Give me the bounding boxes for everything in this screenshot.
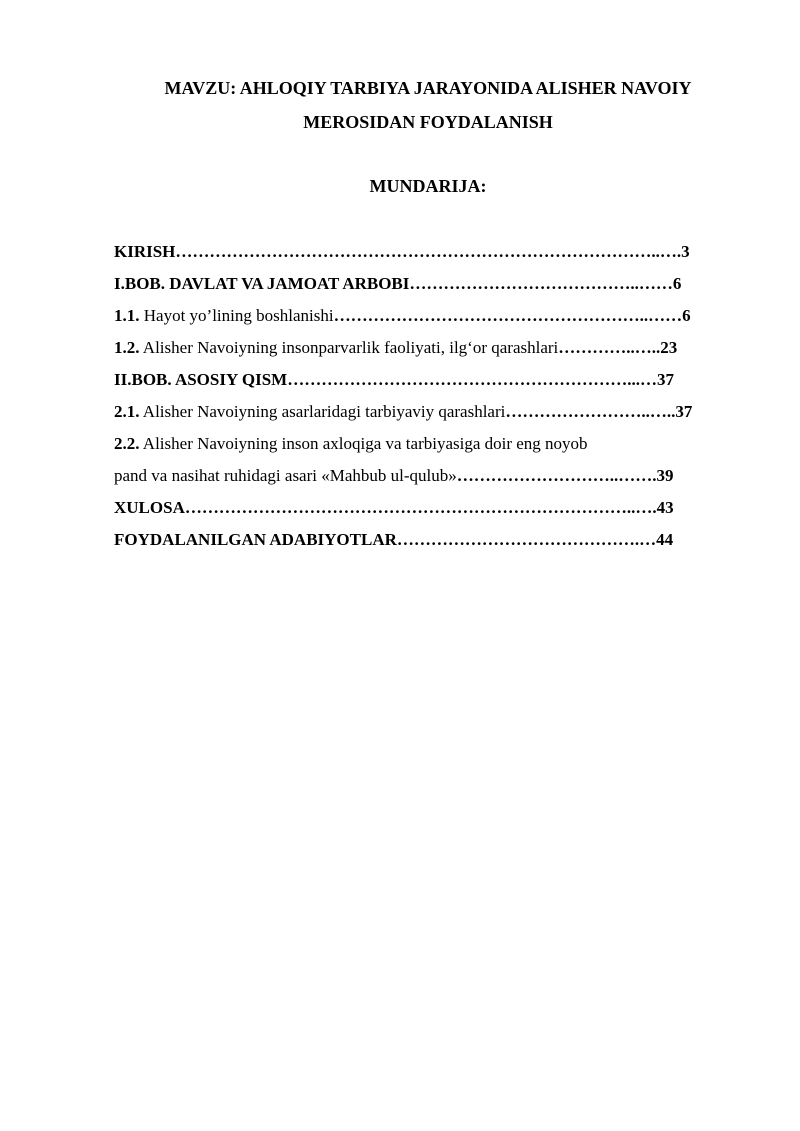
table-of-contents — [114, 236, 746, 556]
toc-page-number: 43 — [656, 498, 674, 517]
toc-entry-chapter-2 — [114, 364, 746, 396]
toc-leader-dots: …………………………………………………………………………..…. — [175, 242, 682, 261]
toc-entry-text: Hayot yo’lining boshlanishi — [139, 306, 334, 325]
toc-section-number: 2.2. — [114, 434, 140, 453]
toc-entry-1-2 — [114, 332, 746, 364]
toc-entry-2-2-continued — [114, 460, 746, 492]
toc-page-number: 44 — [656, 530, 674, 549]
toc-entry-1-1 — [114, 300, 746, 332]
toc-entry-2-1 — [114, 396, 746, 428]
toc-page-number: 6 — [682, 306, 691, 325]
toc-entry-2-2 — [114, 428, 746, 460]
title-line-1: MAVZU: AHLOQIY TARBIYA JARAYONIDA ALISHER NAVOIY — [164, 78, 692, 98]
toc-entry-text: Alisher Navoiyning inson axloqiga va tarbiyasiga doir eng noyob — [139, 434, 588, 453]
toc-section-number: 1.2. — [114, 338, 140, 357]
document-title — [110, 71, 746, 139]
toc-leader-dots: ……………………………………………………………………..…. — [184, 498, 657, 517]
toc-page-number: 37 — [675, 402, 693, 421]
title-line-2: MEROSIDAN FOYDALANISH — [303, 112, 553, 132]
toc-leader-dots: ………………………………………………..…… — [333, 306, 683, 325]
toc-entry-text: FOYDALANILGAN ADABIYOTLAR — [114, 530, 397, 549]
toc-entry-text: Alisher Navoiyning insonparvarlik faoliyati, ilg‘or qarashlari — [139, 338, 559, 357]
toc-leader-dots: …………..….. — [558, 338, 661, 357]
toc-leader-dots: …………………………………….… — [396, 530, 657, 549]
toc-entry-text: I.BOB. DAVLAT VA JAMOAT ARBOBI — [114, 274, 410, 293]
toc-entry-xulosa — [114, 492, 746, 524]
toc-entry-text: Alisher Navoiyning asarlaridagi tarbiyaviy qarashlari — [139, 402, 506, 421]
toc-leader-dots: …………………………………..…… — [409, 274, 673, 293]
toc-entry-text: II.BOB. ASOSIY QISM — [114, 370, 288, 389]
toc-page-number: 3 — [681, 242, 690, 261]
toc-page-number: 37 — [656, 370, 674, 389]
toc-entry-text: KIRISH — [114, 242, 176, 261]
toc-entry-text: XULOSA — [114, 498, 185, 517]
toc-leader-dots: ……………………………………………………...… — [287, 370, 657, 389]
toc-page-number: 39 — [656, 466, 674, 485]
toc-page-number: 23 — [660, 338, 678, 357]
toc-entry-kirish — [114, 236, 746, 268]
toc-entry-text: pand va nasihat ruhidagi asari «Mahbub ul-qulub» — [114, 466, 457, 485]
toc-entry-chapter-1 — [114, 268, 746, 300]
toc-leader-dots: ………………………..……. — [456, 466, 657, 485]
toc-heading: MUNDARIJA: — [369, 176, 487, 196]
toc-entry-adabiyotlar — [114, 524, 746, 556]
toc-leader-dots: ……………………..….. — [505, 402, 676, 421]
toc-section-number: 2.1. — [114, 402, 140, 421]
toc-section-number: 1.1. — [114, 306, 140, 325]
toc-page-number: 6 — [672, 274, 682, 293]
